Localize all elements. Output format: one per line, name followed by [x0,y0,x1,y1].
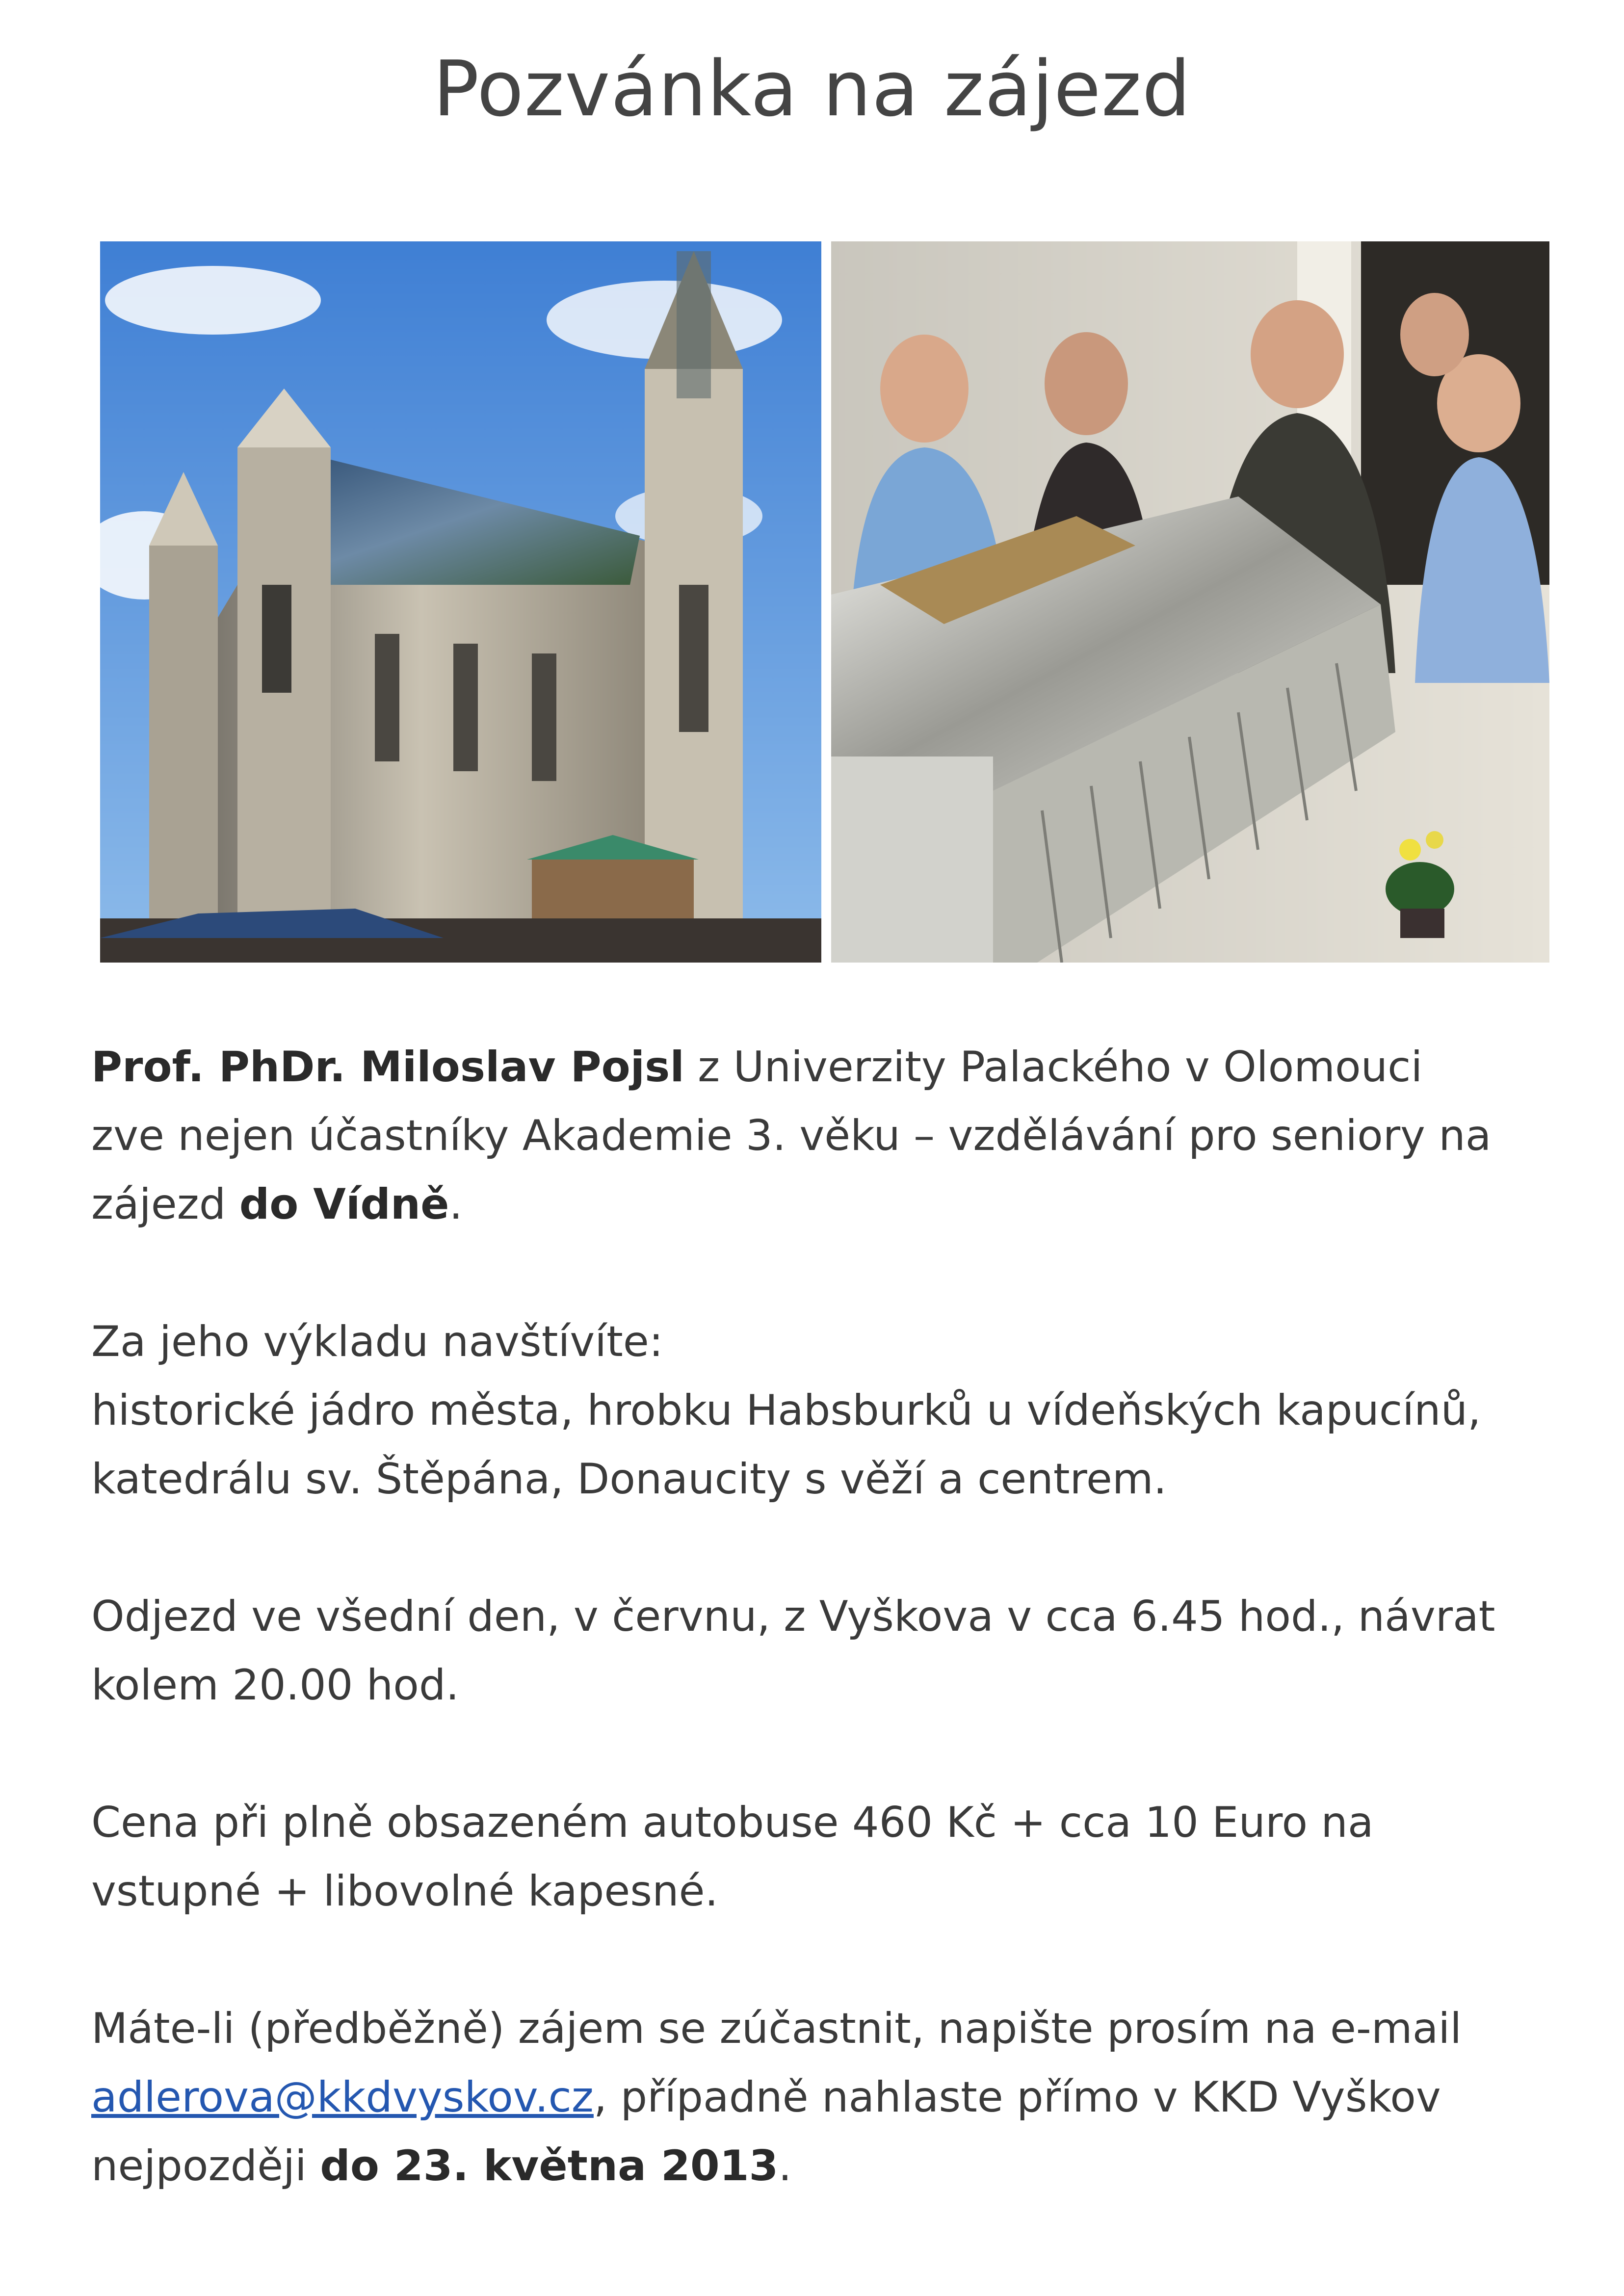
paragraph-departure: Odjezd ve všední den, v červnu, z Vyškova v cca 6.45 hod., návrat kolem 20.00 hod. [91,1592,1495,1710]
paragraph-program: Za jeho výkladu navštívíte: historické jádro města, hrobku Habsburků u vídeňských kapucínů, katedrálu sv. Štěpána, Donaucity s věží a centrem. [91,1317,1481,1504]
destination: do Vídně [239,1180,449,1229]
invitation-body [91,1033,1553,2200]
page-title: Pozvánka na zájezd [433,44,1191,133]
cathedral-photo [100,241,821,963]
email-link[interactable]: adlerova@kkdvyskov.cz [91,2073,594,2122]
lecturer-name: Prof. PhDr. Miloslav Pojsl [91,1043,684,1092]
tomb-visitors-photo [831,241,1549,963]
paragraph-intro: Prof. PhDr. Miloslav Pojsl z Univerzity Palackého v Olomouci zve nejen účastníky Akademie 3. věku – vzdělávání pro seniory na zájezd do Vídně. [91,1043,1492,1229]
paragraph-price: Cena při plně obsazeném autobuse 460 Kč + cca 10 Euro na vstupné + libovolné kapesné. [91,1798,1374,1916]
deadline: do 23. května 2013 [320,2141,779,2191]
paragraph-contact: Máte-li (předběžně) zájem se zúčastnit, napište prosím na e-mail adlerova@kkdvyskov.cz, případně nahlaste přímo v KKD Vyškov nejpozději do 23. května 2013. [91,2004,1462,2191]
